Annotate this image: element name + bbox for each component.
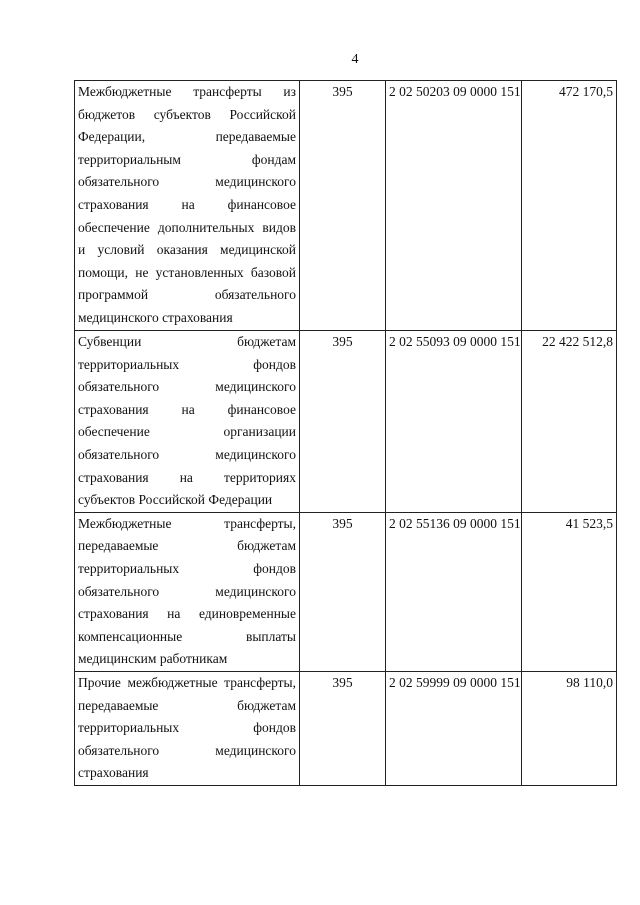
budget-code-cell: 2 02 50203 09 0000 151	[386, 81, 522, 331]
revenue-name-cell: Прочие межбюджетные трансферты, передаваемые бюджетам территориальных фондов обязательного медицинского страхования	[75, 671, 300, 785]
table-row	[75, 512, 617, 671]
amount-cell: 98 110,0	[522, 671, 617, 785]
admin-code-cell: 395	[300, 81, 386, 331]
admin-code-cell: 395	[300, 331, 386, 513]
admin-code-cell: 395	[300, 512, 386, 671]
table-row	[75, 331, 617, 513]
revenue-name-cell: Межбюджетные трансферты из бюджетов субъектов Российской Федерации, передаваемые территориальным фондам обязательного медицинского страхования на финансовое обеспечение дополнительных видов и условий оказания медицинской помощи, не установленных базовой программой обязательного медицинского страхования	[75, 81, 300, 331]
budget-code-cell: 2 02 59999 09 0000 151	[386, 671, 522, 785]
amount-cell: 41 523,5	[522, 512, 617, 671]
budget-revenue-table	[74, 80, 617, 786]
admin-code-cell: 395	[300, 671, 386, 785]
amount-cell: 472 170,5	[522, 81, 617, 331]
amount-cell: 22 422 512,8	[522, 331, 617, 513]
page-number: 4	[351, 52, 359, 67]
revenue-name-cell: Межбюджетные трансферты, передаваемые бюджетам территориальных фондов обязательного медицинского страхования на единовременные компенсационные выплаты медицинским работникам	[75, 512, 300, 671]
budget-code-cell: 2 02 55136 09 0000 151	[386, 512, 522, 671]
revenue-name-cell: Субвенции бюджетам территориальных фондов обязательного медицинского страхования на финансовое обеспечение организации обязательного медицинского страхования на территориях субъектов Российской Федерации	[75, 331, 300, 513]
table-row	[75, 81, 617, 331]
budget-code-cell: 2 02 55093 09 0000 151	[386, 331, 522, 513]
table-row	[75, 671, 617, 785]
